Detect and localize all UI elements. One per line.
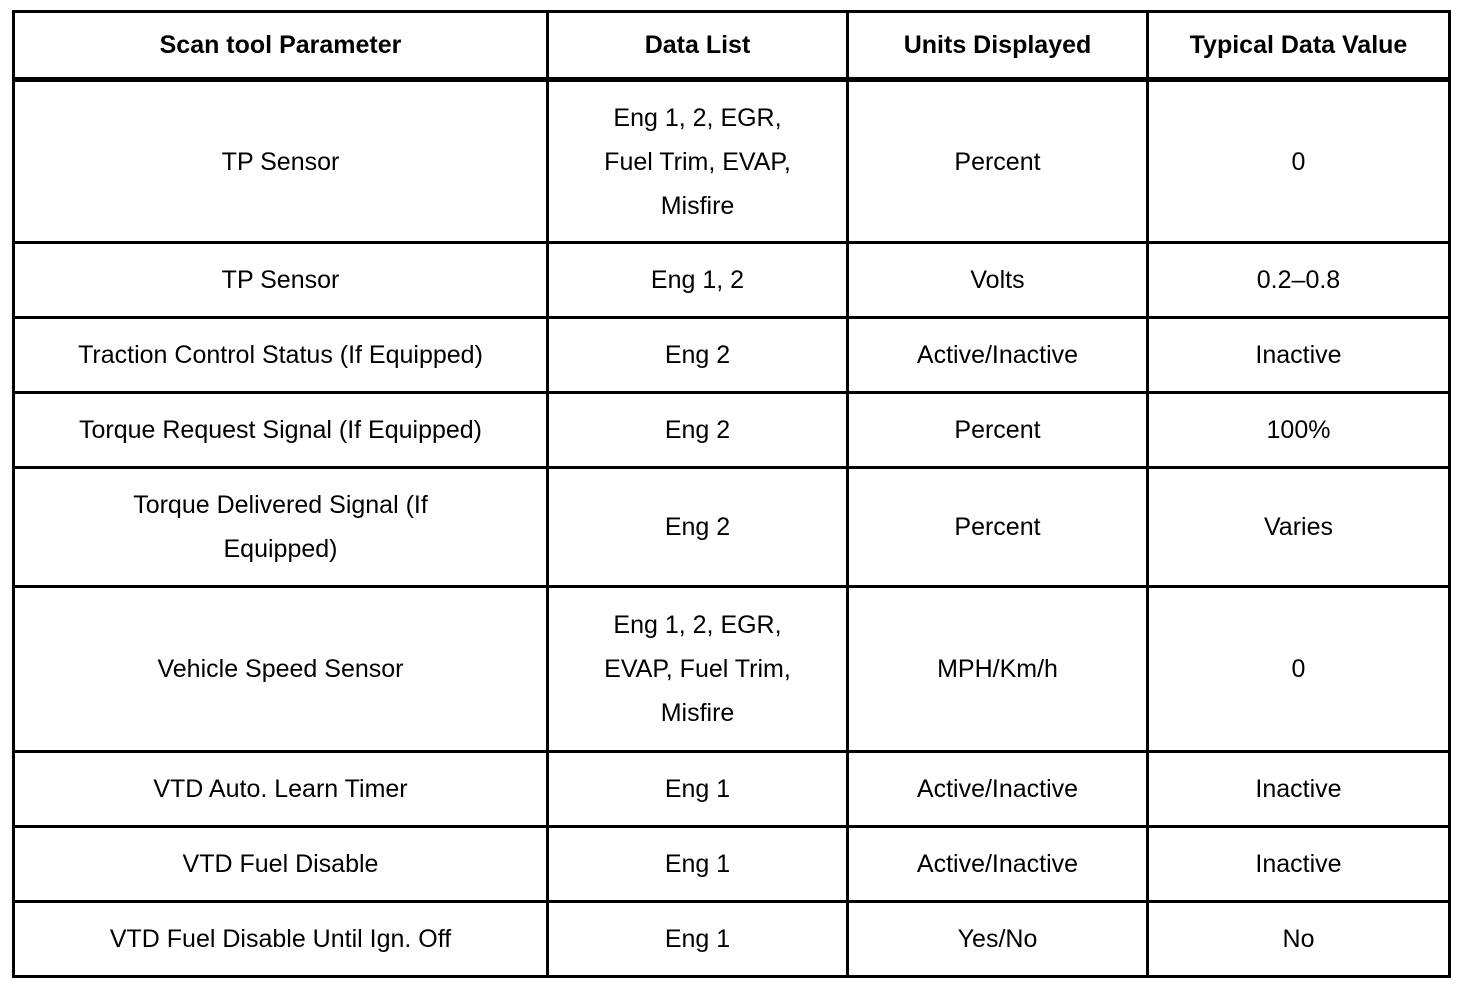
typical-value-cell <box>1148 587 1450 752</box>
data-list-cell <box>548 80 848 243</box>
typical-value-cell <box>1148 902 1450 977</box>
header-units-displayed: Units Displayed <box>848 12 1148 80</box>
scan-tool-data-sheet <box>12 10 1448 978</box>
data-list-cell <box>548 902 848 977</box>
data-list-line: Eng 1 <box>664 925 731 953</box>
parameter-cell <box>14 827 548 902</box>
data-list-line: Eng 1, 2 <box>650 266 745 294</box>
table-row <box>14 468 1450 587</box>
data-list-line: Eng 1, 2, EGR, <box>613 611 782 639</box>
typical-value-cell <box>1148 243 1450 318</box>
data-list-line: Eng 1, 2, EGR, <box>613 103 782 132</box>
data-list-cell <box>548 752 848 827</box>
parameter-text: VTD Fuel Disable Until Ign. Off <box>109 925 452 953</box>
data-list-cell <box>548 318 848 393</box>
parameter-line: Torque Delivered Signal (If <box>133 491 428 519</box>
table-header-row <box>14 12 1450 80</box>
data-list-line: Eng 1 <box>664 850 731 878</box>
table-row <box>14 752 1450 827</box>
data-list-cell <box>548 827 848 902</box>
typical-value-text: Inactive <box>1255 341 1342 369</box>
typical-value-text: Varies <box>1263 513 1333 541</box>
typical-value-text: Inactive <box>1255 775 1342 803</box>
units-cell <box>848 393 1148 468</box>
typical-value-text: 100% <box>1266 416 1331 444</box>
header-typical-data-value: Typical Data Value <box>1148 12 1450 80</box>
data-list-line: Eng 1 <box>664 775 731 803</box>
units-cell <box>848 318 1148 393</box>
parameter-text: Vehicle Speed Sensor <box>157 655 404 683</box>
parameter-cell <box>14 587 548 752</box>
table-row <box>14 318 1450 393</box>
parameter-text: TP Sensor <box>221 266 340 294</box>
typical-value-cell <box>1148 468 1450 587</box>
typical-value-text: Inactive <box>1255 850 1342 878</box>
units-text: Yes/No <box>957 925 1038 953</box>
parameter-text: Torque Request Signal (If Equipped) <box>78 416 483 444</box>
parameter-text: VTD Auto. Learn Timer <box>153 775 408 803</box>
data-list-line: Eng 2 <box>664 341 731 369</box>
parameter-text: Traction Control Status (If Equipped) <box>78 341 483 369</box>
typical-value-text: 0 <box>1291 147 1306 176</box>
parameter-cell <box>14 393 548 468</box>
units-text: MPH/Km/h <box>937 655 1058 683</box>
units-text: Active/Inactive <box>916 341 1079 369</box>
typical-value-text: No <box>1282 925 1315 953</box>
units-text: Active/Inactive <box>916 775 1079 803</box>
data-list-line: Eng 2 <box>664 416 731 444</box>
typical-value-cell <box>1148 752 1450 827</box>
data-list-cell <box>548 393 848 468</box>
typical-value-text: 0.2–0.8 <box>1256 266 1341 294</box>
units-text: Percent <box>954 513 1041 541</box>
table-row <box>14 243 1450 318</box>
parameter-cell <box>14 318 548 393</box>
units-cell <box>848 752 1148 827</box>
typical-value-cell <box>1148 80 1450 243</box>
scan-tool-data-table <box>12 10 1451 978</box>
units-cell <box>848 827 1148 902</box>
units-text: Percent <box>954 147 1041 176</box>
typical-value-cell <box>1148 393 1450 468</box>
parameter-cell <box>14 243 548 318</box>
units-text: Percent <box>954 416 1041 444</box>
parameter-cell <box>14 80 548 243</box>
data-list-line: Misfire <box>660 191 735 220</box>
table-row <box>14 393 1450 468</box>
data-list-cell <box>548 587 848 752</box>
units-cell <box>848 243 1148 318</box>
units-text: Active/Inactive <box>916 850 1079 878</box>
typical-value-text: 0 <box>1291 655 1306 683</box>
data-list-cell <box>548 468 848 587</box>
data-list-line: Fuel Trim, EVAP, <box>604 147 791 176</box>
typical-value-cell <box>1148 318 1450 393</box>
header-scan-tool-parameter: Scan tool Parameter <box>14 12 548 80</box>
table-row <box>14 587 1450 752</box>
typical-value-cell <box>1148 827 1450 902</box>
data-list-line: EVAP, Fuel Trim, <box>604 655 791 683</box>
header-data-list: Data List <box>548 12 848 80</box>
table-row <box>14 80 1450 243</box>
table-row <box>14 902 1450 977</box>
data-list-line: Misfire <box>660 699 735 727</box>
units-text: Volts <box>970 266 1025 294</box>
table-row <box>14 827 1450 902</box>
parameter-text: VTD Fuel Disable <box>182 850 379 878</box>
parameter-cell <box>14 902 548 977</box>
data-list-line: Eng 2 <box>664 513 731 541</box>
units-cell <box>848 468 1148 587</box>
parameter-text: TP Sensor <box>221 147 340 176</box>
units-cell <box>848 80 1148 243</box>
data-list-cell <box>548 243 848 318</box>
parameter-line: Equipped) <box>223 535 338 563</box>
parameter-cell <box>14 468 548 587</box>
units-cell <box>848 902 1148 977</box>
parameter-cell <box>14 752 548 827</box>
units-cell <box>848 587 1148 752</box>
